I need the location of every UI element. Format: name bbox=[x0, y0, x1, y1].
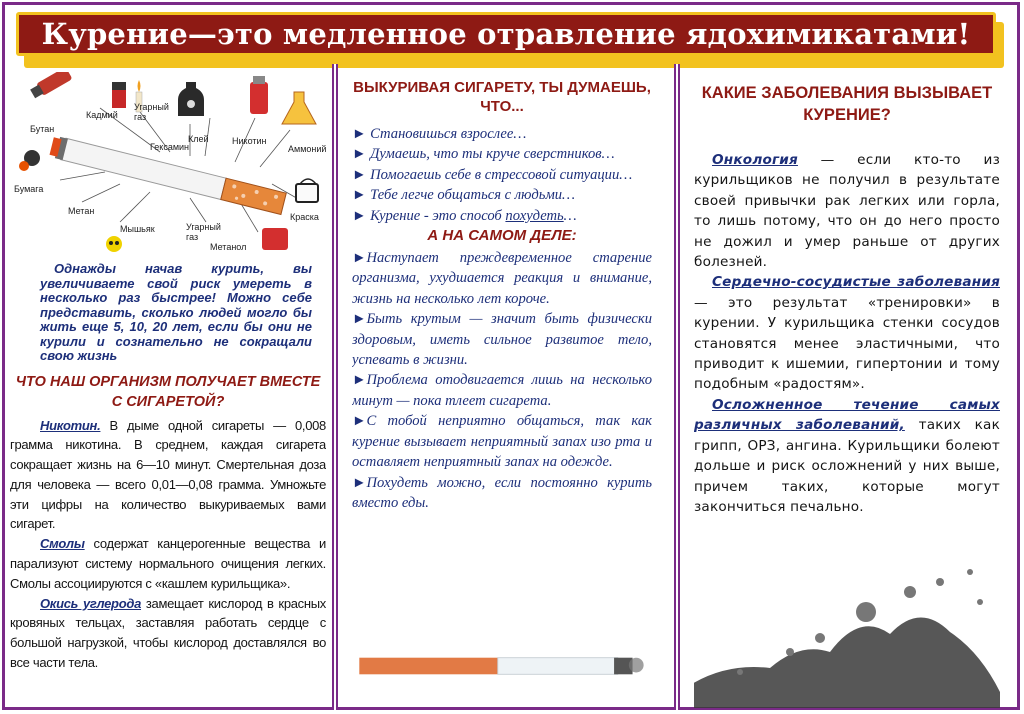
reality-item: ►Проблема отодвигается лишь на несколько минут — пока тлеет сигарета. bbox=[352, 372, 652, 409]
ash-figure-illustration bbox=[694, 542, 1000, 708]
label-co-bottom: Угарный газ bbox=[186, 222, 221, 242]
paragraph-oncology: Онкология — если кто-то из курильщиков не получил в результате своей привычки рак легких или горла, то лишь потому, что он до него просто не дожил и умер раньше от других болезней. bbox=[694, 152, 1000, 271]
label-methanol: Метанол bbox=[210, 242, 247, 252]
bullet-icon: ► bbox=[352, 166, 367, 183]
bullet-icon: ► bbox=[352, 413, 367, 430]
term-cardio: Сердечно-сосудистые заболевания bbox=[712, 274, 1000, 291]
tar-text: содержат канцерогенные вещества и парализуют систему нормального очищения легких. Смолы ассоциируются с «кашлем курильщика». bbox=[10, 536, 326, 591]
myth-item: ► Помогаешь себе в стрессовой ситуации… bbox=[352, 166, 633, 183]
reality-item: ►Быть крутым — значит быть физически здоровым, иметь сильное развитое тело, успевать в жизни. bbox=[352, 311, 652, 369]
label-ammonium: Аммоний bbox=[288, 144, 326, 154]
paragraph-nicotine bbox=[10, 416, 326, 535]
myth-item: ► Тебе легче общаться с людьми… bbox=[352, 187, 576, 204]
label-nicotine: Никотин bbox=[232, 136, 267, 146]
label-hexamine: Гексамин bbox=[150, 142, 190, 152]
reality-item: ►Похудеть можно, если постоянно курить вместо еды. bbox=[352, 474, 652, 511]
bullet-icon: ► bbox=[352, 126, 367, 142]
bullet-icon: ► bbox=[352, 187, 367, 204]
myth-item: ► Думаешь, что ты круче сверстников… bbox=[352, 146, 615, 163]
paragraph-complications: Осложненное течение самых различных заболеваний, таких как грипп, ОРЗ, ангина. Курильщики болеют дольше и риск осложнений у них выше, причем таких, которые могут закончиться печально. bbox=[694, 396, 1000, 515]
term-tar: Смолы bbox=[40, 536, 85, 552]
myth-item: ► Становишься взрослее… bbox=[352, 126, 527, 142]
bullet-icon: ► bbox=[352, 146, 367, 163]
reality-item: ►С тобой неприятно общаться, так как курение вызывает неприятный запах изо рта и оставляет неприятный запах на одежде. bbox=[352, 413, 652, 471]
bullet-icon: ► bbox=[352, 311, 367, 328]
section-heading-myths: ВЫКУРИВАЯ СИГАРЕТУ, ТЫ ДУМАЕШЬ, ЧТО... bbox=[353, 79, 651, 115]
label-methane: Метан bbox=[68, 206, 95, 216]
section-heading-organism: ЧТО НАШ ОРГАНИЗМ ПОЛУЧАЕТ ВМЕСТЕ С СИГАРЕТОЙ? bbox=[15, 373, 321, 410]
paragraph-carbon-monoxide bbox=[10, 594, 326, 673]
paragraph-tar bbox=[10, 534, 326, 593]
column-myths bbox=[352, 72, 652, 708]
label-paint: Краска bbox=[290, 212, 319, 222]
burning-cigarette-illustration bbox=[352, 654, 662, 678]
column-divider bbox=[332, 64, 338, 710]
bullet-icon: ► bbox=[352, 372, 367, 389]
section-heading-diseases: КАКИЕ ЗАБОЛЕВАНИЯ ВЫЗЫВАЕТ КУРЕНИЕ? bbox=[701, 84, 993, 124]
poster-title: Курение—это медленное отравление ядохимикатами! bbox=[16, 12, 996, 56]
column-harmful-substances bbox=[10, 72, 326, 708]
term-carbon-monoxide: Окись углерода bbox=[40, 595, 142, 611]
co-text: замещает кислород в красных кровяных тельцах, заставляя работать сердце с большой нагрузкой, чтобы кислород доставлялся во все части тела. bbox=[10, 595, 326, 671]
section-subheading-reality: А НА САМОМ ДЕЛЕ: bbox=[427, 227, 577, 245]
cigarette-chemicals-diagram bbox=[10, 72, 326, 262]
term-nicotine: Никотин. bbox=[40, 417, 101, 433]
bullet-icon: ► bbox=[352, 207, 367, 224]
label-glue: Клей bbox=[188, 134, 209, 144]
label-cadmium: Кадмий bbox=[86, 110, 118, 120]
cigarette-illustration bbox=[10, 72, 326, 262]
label-paper: Бумага bbox=[14, 184, 44, 194]
column-diseases bbox=[694, 72, 1000, 708]
paragraph-cardio: Сердечно-сосудистые заболевания — это результат «тренировки» в курении. У курильщика стенки сосудов становятся менее эластичными, что приводит к ишемии, гипертонии и тому подобным «радостям». bbox=[694, 274, 1000, 393]
nicotine-text: В дыме одной сигареты — 0,008 грамма никотина. В среднем, каждая сигарета сокращает жизнь на 6—10 минут. Смертельная доза для человека — всего 0,01—0,08 грамма. Умножьте эти цифры на количество выкуриваемых вами сигарет. bbox=[10, 417, 326, 532]
bullet-icon: ► bbox=[352, 474, 367, 491]
bullet-icon: ► bbox=[352, 250, 367, 267]
term-complications: Осложненное течение самых различных заболеваний, bbox=[694, 396, 1000, 434]
term-oncology: Онкология bbox=[712, 152, 798, 168]
reality-item: ►Наступает преждевременное старение организма, ухудшается реакция и внимание, жизнь на несколько лет короче. bbox=[352, 250, 652, 307]
intro-warning: Однажды начав курить, вы увеличиваете свой риск умереть в несколько раз быстрее! Можно себе представить, сколько людей могло бы жить еще 5, 10, 20 лет, если бы они не курили и сознательно не сокращали свою жизнь bbox=[40, 261, 312, 363]
column-divider bbox=[674, 64, 680, 710]
label-butane: Бутан bbox=[30, 124, 55, 134]
label-arsenic: Мышьяк bbox=[120, 224, 155, 234]
label-co-top: Угарный газ bbox=[134, 102, 169, 122]
myth-item: ► Курение - это способ похудеть… bbox=[352, 207, 577, 224]
